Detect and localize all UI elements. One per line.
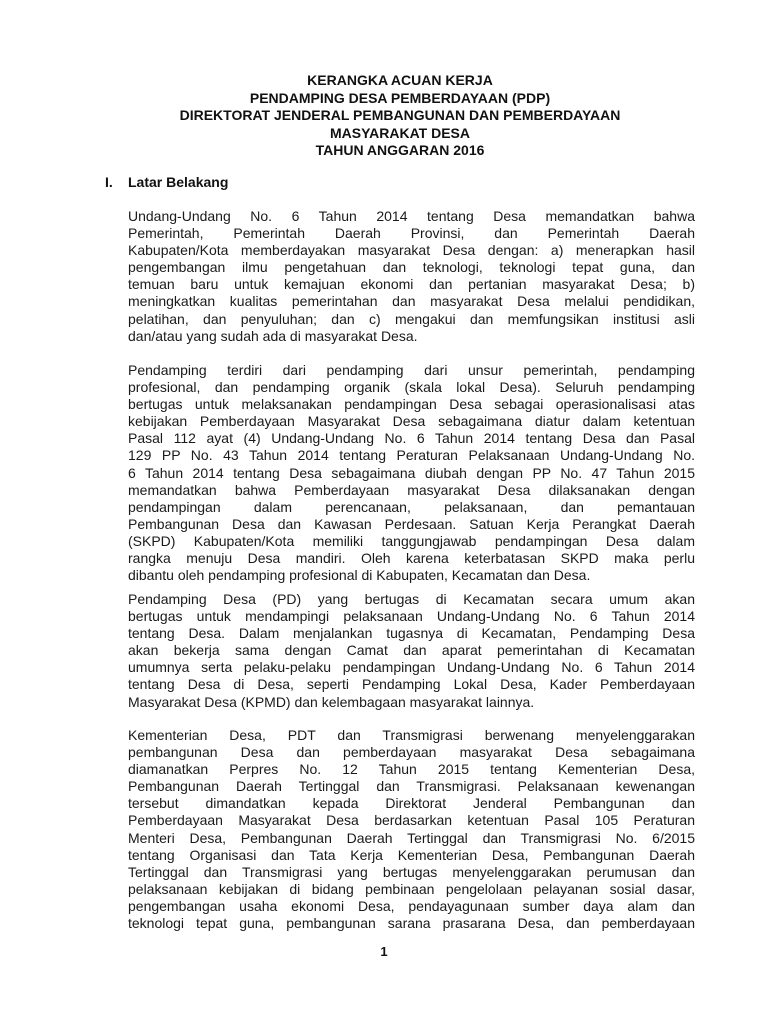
text-line: pembangunan Desa dan pemberdayaan masyarakat Desa sebagaimana — [128, 744, 695, 761]
text-line: 6 Tahun 2014 tentang Desa sebagaimana diubah dengan PP No. 47 Tahun 2015 — [128, 464, 695, 481]
text-line: diamanatkan Perpres No. 12 Tahun 2015 tentang Kementerian Desa, — [128, 761, 695, 778]
section-number: I. — [105, 174, 113, 190]
text-line: tentang Organisasi dan Tata Kerja Kementerian Desa, Pembangunan Daerah — [128, 846, 695, 863]
text-line: dan/atau yang sudah ada di masyarakat Desa. — [128, 327, 418, 344]
text-line: umumnya serta pelaku-pelaku pendampingan Undang-Undang No. 6 Tahun 2014 — [128, 659, 695, 676]
text-line: akan bekerja sama dengan Camat dan aparat pemerintahan di Kecamatan — [128, 642, 695, 659]
document-title — [100, 72, 700, 160]
text-line: bertugas untuk mendampingi pelaksanaan Undang-Undang No. 6 Tahun 2014 — [128, 608, 695, 625]
text-line: Kementerian Desa, PDT dan Transmigrasi berwenang menyelenggarakan — [128, 727, 695, 743]
section-heading — [105, 174, 228, 191]
section-title: Latar Belakang — [128, 174, 229, 190]
title-line: PENDAMPING DESA PEMBERDAYAAN (PDP) — [249, 89, 551, 106]
text-line: pendampingan dalam perencanaan, pelaksanaan, dan pemantauan — [128, 498, 695, 515]
title-line: TAHUN ANGGARAN 2016 — [315, 142, 485, 158]
text-line: kebijakan Pemberdayaan Masyarakat Desa sebagaimana diatur dalam ketentuan — [128, 413, 695, 430]
text-line: tersebut dimandatkan kepada Direktorat Jenderal Pembangunan dan — [128, 795, 695, 812]
title-line: MASYARAKAT DESA — [329, 124, 470, 141]
text-line: Pemberdayaan Masyarakat Desa berdasarkan ketentuan Pasal 105 Peraturan — [128, 812, 695, 829]
text-line: profesional, dan pendamping organik (skala lokal Desa). Seluruh pendamping — [128, 379, 695, 396]
text-line: rangka menuju Desa mandiri. Oleh karena keterbatasan SKPD maka perlu — [128, 550, 695, 567]
text-line: tentang Desa di Desa, seperti Pendamping Lokal Desa, Kader Pemberdayaan — [128, 676, 695, 693]
text-line: (SKPD) Kabupaten/Kota memiliki tanggungjawab pendampingan Desa dalam — [128, 532, 695, 549]
text-line: Menteri Desa, Pembangunan Daerah Tertinggal dan Transmigrasi No. 6/2015 — [128, 829, 695, 846]
text-line: Pembangunan Daerah Tertinggal dan Transmigrasi. Pelaksanaan kewenangan — [128, 778, 695, 795]
text-line: temuan baru untuk kemajuan ekonomi dan pertanian masyarakat Desa; b) — [128, 276, 695, 293]
paragraph-4 — [128, 727, 695, 932]
text-line: Pemerintah, Pemerintah Daerah Provinsi, dan Pemerintah Daerah — [128, 225, 695, 242]
text-line: pengembangan ilmu pengetahuan dan teknologi, teknologi tepat guna, dan — [128, 259, 695, 276]
text-line: 129 PP No. 43 Tahun 2014 tentang Peraturan Pelaksanaan Undang-Undang No. — [128, 447, 695, 464]
text-line: Pasal 112 ayat (4) Undang-Undang No. 6 Tahun 2014 tentang Desa dan Pasal — [128, 430, 695, 447]
text-line: Pendamping Desa (PD) yang bertugas di Kecamatan secara umum akan — [128, 591, 695, 607]
text-line: pengembangan usaha ekonomi Desa, pendayagunaan sumber daya alam dan — [128, 897, 695, 914]
text-line: meningkatkan kualitas pemerintahan dan masyarakat Desa melalui pendidikan, — [128, 293, 695, 310]
page-number: 1 — [380, 944, 388, 959]
text-line: Kabupaten/Kota memberdayakan masyarakat Desa dengan: a) menerapkan hasil — [128, 242, 695, 259]
paragraph-2 — [128, 362, 695, 584]
text-line: dibantu oleh pendamping profesional di Kabupaten, Kecamatan dan Desa. — [128, 567, 591, 584]
text-line: teknologi tepat guna, pembangunan sarana prasarana Desa, dan pemberdayaan — [128, 915, 695, 932]
text-line: pelatihan, dan penyuluhan; dan c) mengakui dan memfungsikan institusi asli — [128, 310, 695, 327]
paragraph-3 — [128, 591, 695, 711]
text-line: Masyarakat Desa (KPMD) dan kelembagaan masyarakat lainnya. — [128, 693, 535, 710]
text-line: memandatkan bahwa Pemberdayaan masyarakat Desa dilaksanakan dengan — [128, 481, 695, 498]
title-line: DIREKTORAT JENDERAL PEMBANGUNAN DAN PEMBERDAYAAN — [179, 107, 621, 123]
paragraph-1 — [128, 208, 695, 345]
text-line: Pendamping terdiri dari pendamping dari unsur pemerintah, pendamping — [128, 362, 695, 378]
text-line: Undang-Undang No. 6 Tahun 2014 tentang Desa memandatkan bahwa — [128, 208, 695, 224]
text-line: bertugas untuk melaksanakan pendampingan Desa sebagai operasionalisasi atas — [128, 396, 695, 413]
title-line: KERANGKA ACUAN KERJA — [307, 72, 493, 88]
text-line: pelaksanaan kebijakan di bidang pembinaan pengelolaan pelayanan sosial dasar, — [128, 880, 695, 897]
text-line: tentang Desa. Dalam menjalankan tugasnya di Kecamatan, Pendamping Desa — [128, 625, 695, 642]
text-line: Pembangunan Desa dan Kawasan Perdesaan. Satuan Kerja Perangkat Daerah — [128, 515, 695, 532]
text-line: Tertinggal dan Transmigrasi yang bertugas menyelenggarakan perumusan dan — [128, 863, 695, 880]
